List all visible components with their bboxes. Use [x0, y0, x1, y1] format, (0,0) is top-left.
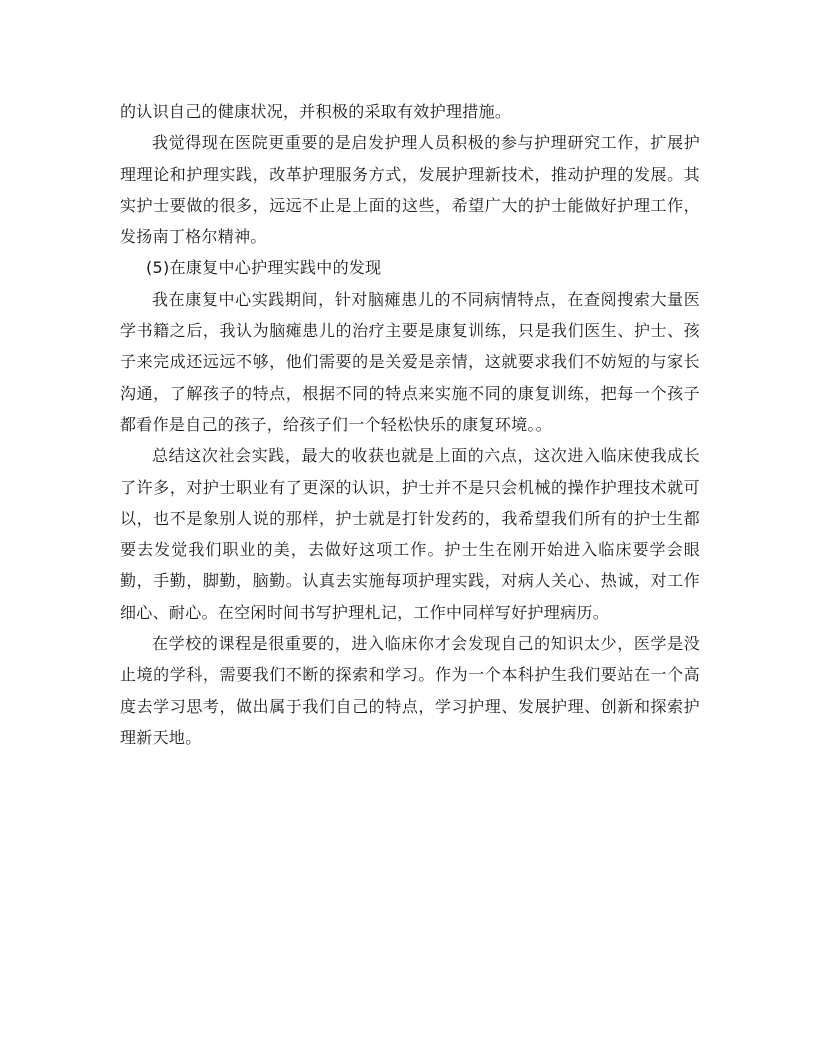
document-page — [120, 96, 700, 753]
paragraph-school-courses: 在学校的课程是很重要的，进入临床你才会发现自己的知识太少，医学是没止境的学科，需要我们不断的探索和学习。作为一个本科护生我们要站在一个高度去学习思考，做出属于我们自己的特点，学习护理、发展护理、创新和探索护理新天地。 — [120, 634, 700, 747]
paragraph-research: 我觉得现在医院更重要的是启发护理人员积极的参与护理研究工作，扩展护理理论和护理实践，改革护理服务方式，发展护理新技术，推动护理的发展。其实护士要做的很多，远远不止是上面的这些，希望广大的护士能做好护理工作，发扬南丁格尔精神。 — [120, 133, 700, 247]
paragraph-summary: 总结这次社会实践，最大的收获也就是上面的六点，这次进入临床使我成长了许多，对护士职业有了更深的认识，护士并不是只会机械的操作护理技术就可以，也不是象别人说的那样，护士就是打针发药的，我希望我们所有的护士生都要去发觉我们职业的美，去做好这项工作。护士生在刚开始进入临床要学会眼勤，手勤，脚勤，脑勤。认真去实施每项护理实践，对病人关心、热诚，对工作细心、耐心。在空闲时间书写护理札记，工作中同样写好护理病历。 — [120, 446, 700, 622]
section-heading-rehab: (5)在康复中心护理实践中的发现 — [146, 258, 382, 278]
paragraph-continuation: 的认识自己的健康状况，并积极的采取有效护理措施。 — [120, 102, 512, 121]
paragraph-rehab-center: 我在康复中心实践期间，针对脑瘫患儿的不同病情特点，在查阅搜索大量医学书籍之后，我认为脑瘫患儿的治疗主要是康复训练，只是我们医生、护士、孩子来完成还远远不够，他们需要的是关爱是亲情，这就要求我们不妨短的与家长沟通，了解孩子的特点，根据不同的特点来实施不同的康复训练，把每一个孩子都看作是自己的孩子，给孩子们一个轻松快乐的康复环境。。 — [120, 289, 700, 434]
